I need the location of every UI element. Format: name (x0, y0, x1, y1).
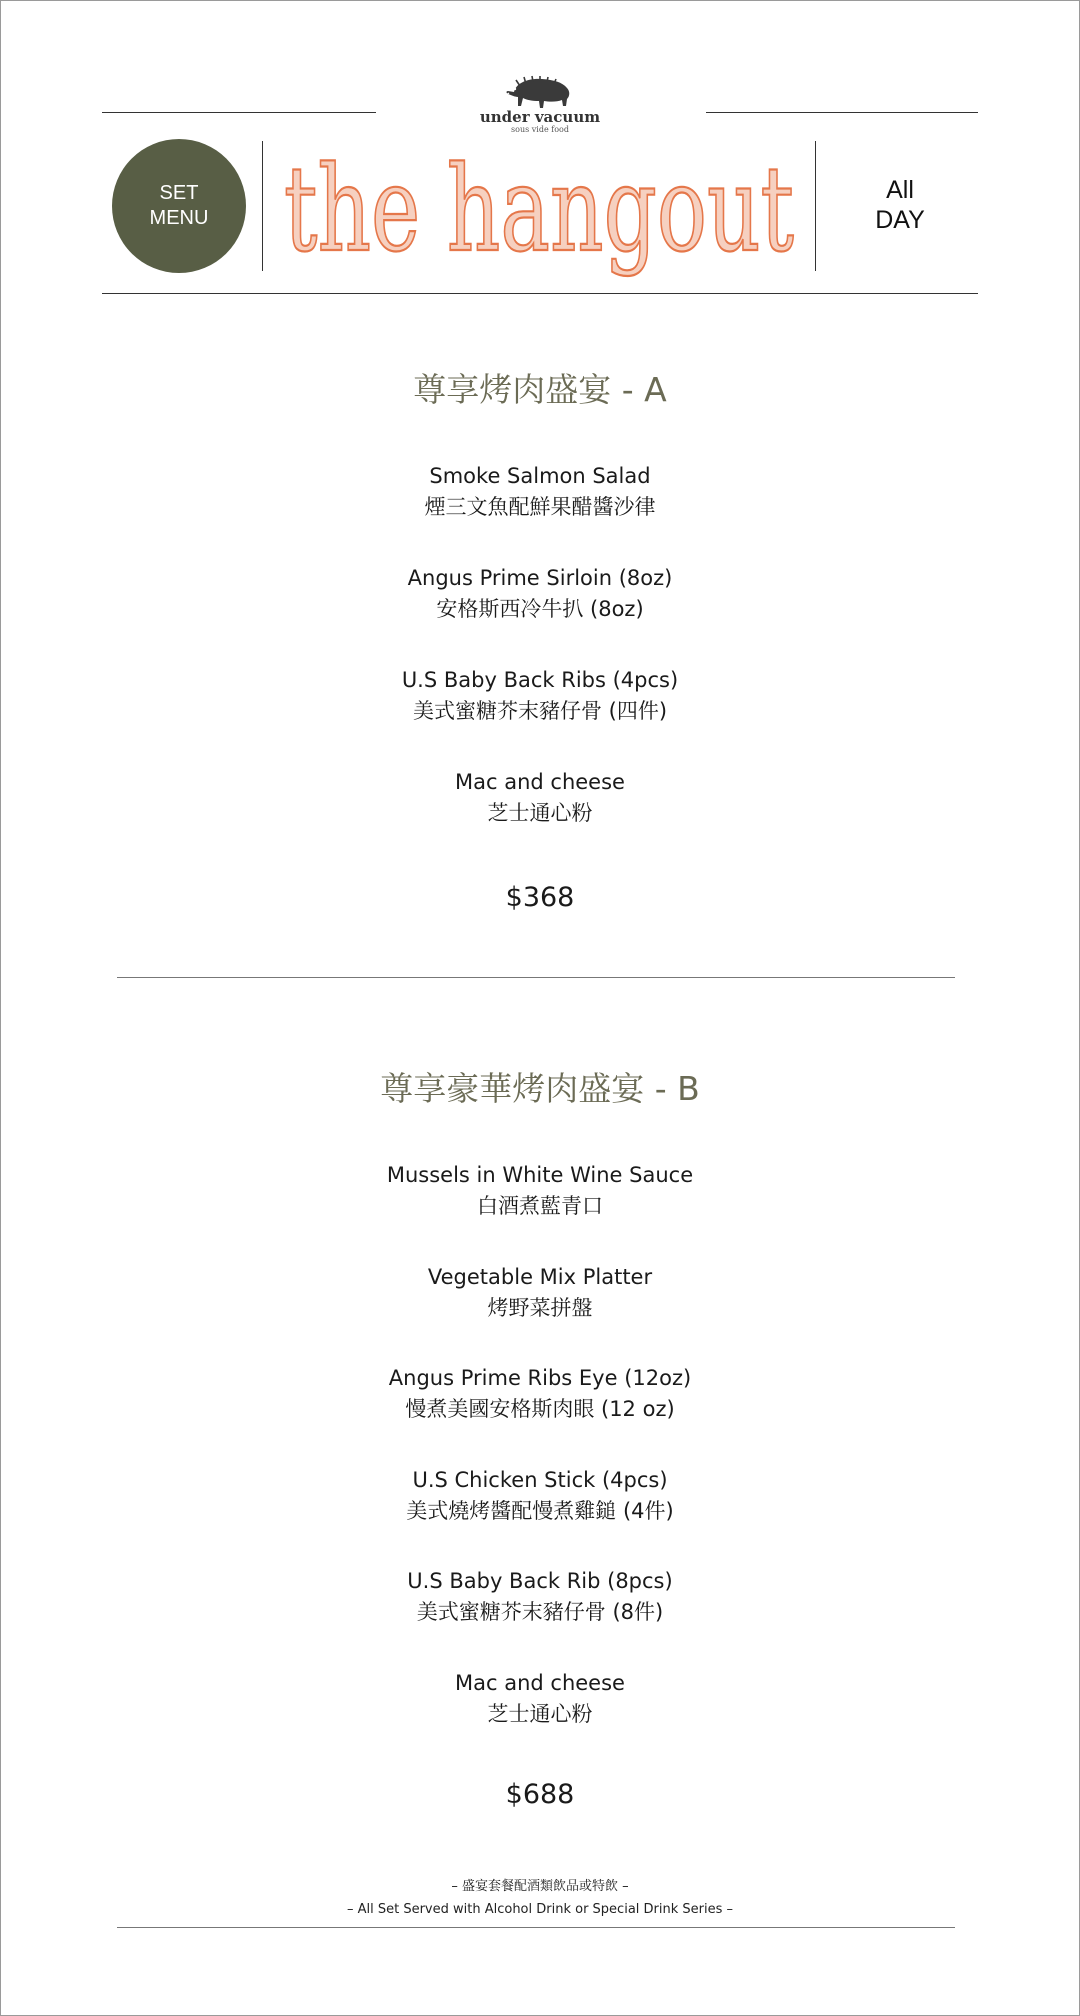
menu-item (0, 767, 1080, 829)
brand-title (270, 132, 808, 282)
menu-item (0, 1465, 1080, 1527)
header-line-left (102, 112, 376, 113)
price-b-row (0, 1779, 1080, 1810)
menu-item (0, 1363, 1080, 1425)
set-price: $368 (505, 882, 575, 913)
item-name-en: Mac and cheese (455, 770, 625, 794)
item-name-zh: 美式蜜糖芥末豬仔骨 (四件) (412, 699, 668, 723)
all-day-label: All DAY (875, 176, 925, 234)
footer-note-zh: – 盛宴套餐配酒類飲品或特飲 – (451, 1879, 629, 1894)
item-name-zh: 慢煮美國安格斯肉眼 (12 oz) (405, 1397, 675, 1421)
menu-item (0, 1262, 1080, 1324)
header-divider-right (815, 141, 816, 271)
item-name-en: U.S Baby Back Rib (8pcs) (407, 1569, 673, 1593)
item-name-zh: 烤野菜拼盤 (487, 1296, 593, 1320)
item-name-zh: 安格斯西冷牛扒 (8oz) (436, 597, 644, 621)
menu-item (0, 1160, 1080, 1222)
item-name-en: U.S Chicken Stick (4pcs) (412, 1468, 668, 1492)
item-name-zh: 芝士通心粉 (487, 801, 593, 825)
item-name-en: Mac and cheese (455, 1671, 625, 1695)
footer-divider (117, 1927, 955, 1928)
logo-name: under vacuum (479, 108, 601, 126)
menu-item (0, 563, 1080, 625)
item-name-en: Angus Prime Sirloin (8oz) (407, 566, 673, 590)
item-name-zh: 白酒煮藍青口 (477, 1194, 603, 1218)
menu-item (0, 665, 1080, 727)
header-line-bottom (102, 293, 978, 294)
section-title: 尊享豪華烤肉盛宴 - B (380, 1069, 700, 1108)
brand-title-text: the hangout (284, 140, 794, 278)
header-divider-left (262, 141, 263, 271)
item-name-en: Smoke Salmon Salad (429, 464, 651, 488)
item-name-zh: 美式蜜糖芥末豬仔骨 (8件) (416, 1600, 664, 1624)
section-divider (117, 977, 955, 978)
menu-item (0, 461, 1080, 523)
item-name-zh: 芝士通心粉 (487, 1702, 593, 1726)
menu-section-a (0, 370, 1080, 410)
set-menu-label: SET MENU (149, 182, 209, 229)
set-menu-badge (112, 139, 246, 273)
menu-item (0, 1566, 1080, 1628)
menu-section-b (0, 1069, 1080, 1109)
footer-note-en: – All Set Served with Alcohol Drink or Special Drink Series – (346, 1902, 734, 1917)
item-name-zh: 美式燒烤醬配慢煮雞鎚 (4件) (406, 1499, 674, 1523)
price-a-row (0, 882, 1080, 913)
section-title: 尊享烤肉盛宴 - A (413, 370, 667, 409)
item-name-en: Mussels in White Wine Sauce (386, 1163, 694, 1187)
logo-subtitle: sous vide food (511, 125, 569, 134)
set-price: $688 (505, 1779, 575, 1810)
item-name-en: U.S Baby Back Ribs (4pcs) (401, 668, 679, 692)
brand-title-fill: the hangout (284, 140, 794, 278)
boar-icon (500, 70, 580, 112)
menu-item (0, 1668, 1080, 1730)
item-name-en: Angus Prime Ribs Eye (12oz) (388, 1366, 692, 1390)
item-name-en: Vegetable Mix Platter (427, 1265, 653, 1289)
header-line-right (706, 112, 978, 113)
item-name-zh: 煙三文魚配鮮果醋醬沙律 (424, 495, 656, 519)
